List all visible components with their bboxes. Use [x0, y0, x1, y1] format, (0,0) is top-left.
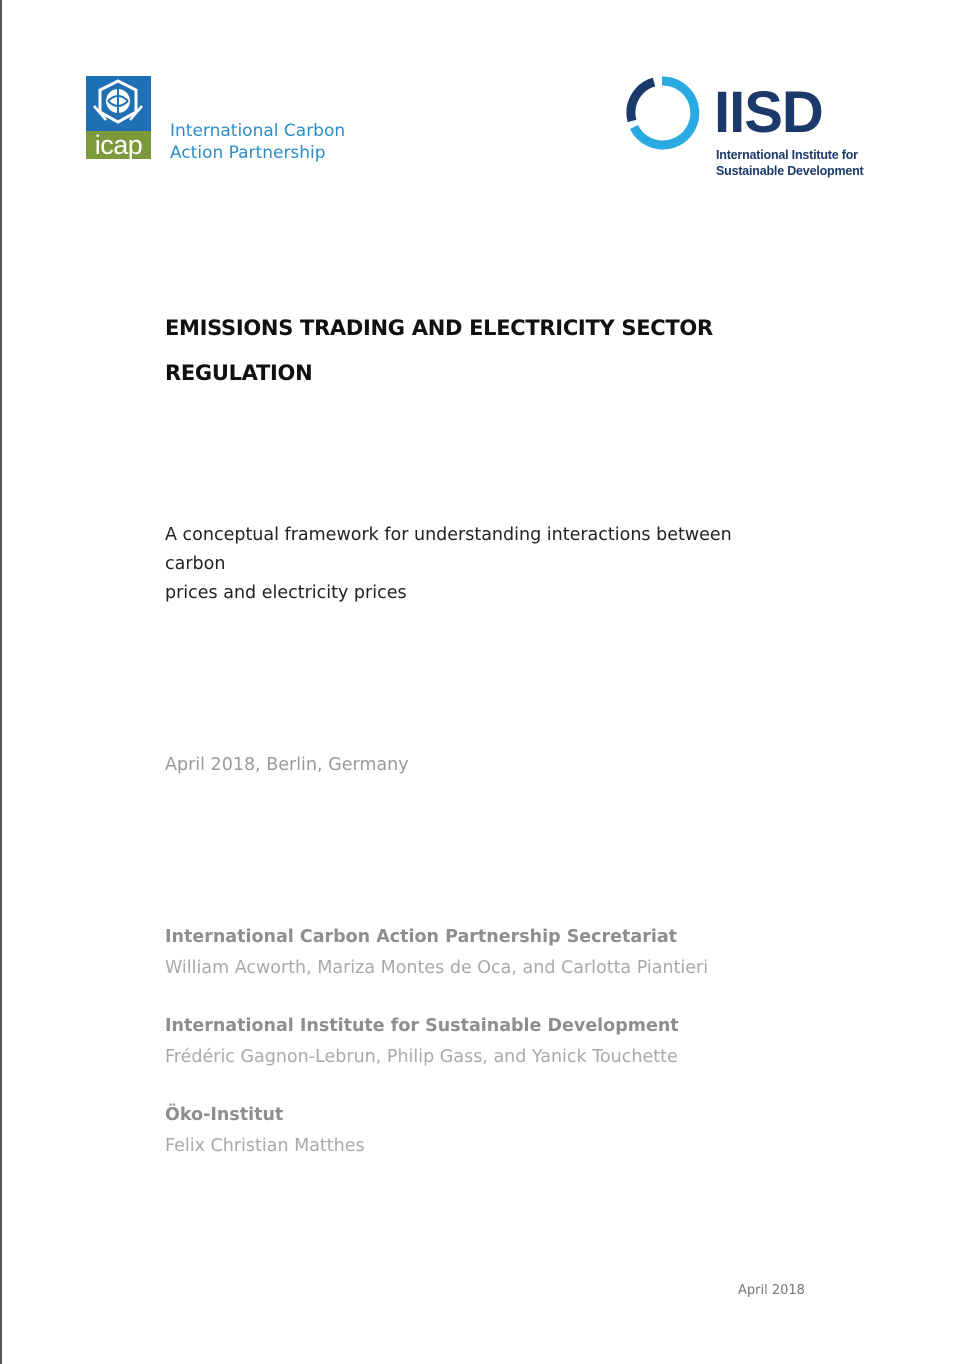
contributor-block	[165, 1100, 785, 1162]
contributor-block	[165, 1011, 785, 1073]
icap-name-line2: Action Partnership	[170, 143, 326, 163]
document-title	[165, 306, 725, 396]
icap-logo	[86, 76, 151, 159]
iisd-wordmark: IISD	[714, 80, 823, 145]
publication-place-date: April 2018, Berlin, Germany	[165, 755, 409, 775]
contributor-block	[165, 922, 785, 984]
document-subtitle	[165, 521, 785, 608]
document-subtitle-line1: A conceptual framework for understanding interactions between carbon	[165, 525, 732, 574]
contributor-organization: Öko-Institut	[165, 1105, 284, 1125]
iisd-ring-icon	[624, 75, 700, 151]
iisd-name-line1: International Institute for	[716, 148, 858, 162]
iisd-organization-name	[716, 147, 864, 179]
icap-globe-icon	[86, 76, 151, 131]
contributor-authors: Felix Christian Matthes	[165, 1136, 365, 1156]
icap-wordmark: icap	[86, 131, 151, 159]
contributor-authors: William Acworth, Mariza Montes de Oca, and Carlotta Piantieri	[165, 958, 709, 978]
footer-date: April 2018	[738, 1283, 805, 1298]
contributor-organization: International Carbon Action Partnership Secretariat	[165, 927, 678, 947]
document-title-line2: REGULATION	[165, 361, 313, 385]
document-title-line1: EMISSIONS TRADING AND ELECTRICITY SECTOR	[165, 316, 713, 340]
document-subtitle-line2: prices and electricity prices	[165, 583, 407, 603]
iisd-name-line2: Sustainable Development	[716, 164, 864, 178]
contributor-organization: International Institute for Sustainable Development	[165, 1016, 679, 1036]
icap-organization-name	[170, 120, 345, 164]
contributor-authors: Frédéric Gagnon-Lebrun, Philip Gass, and Yanick Touchette	[165, 1047, 678, 1067]
icap-name-line1: International Carbon	[170, 121, 346, 141]
